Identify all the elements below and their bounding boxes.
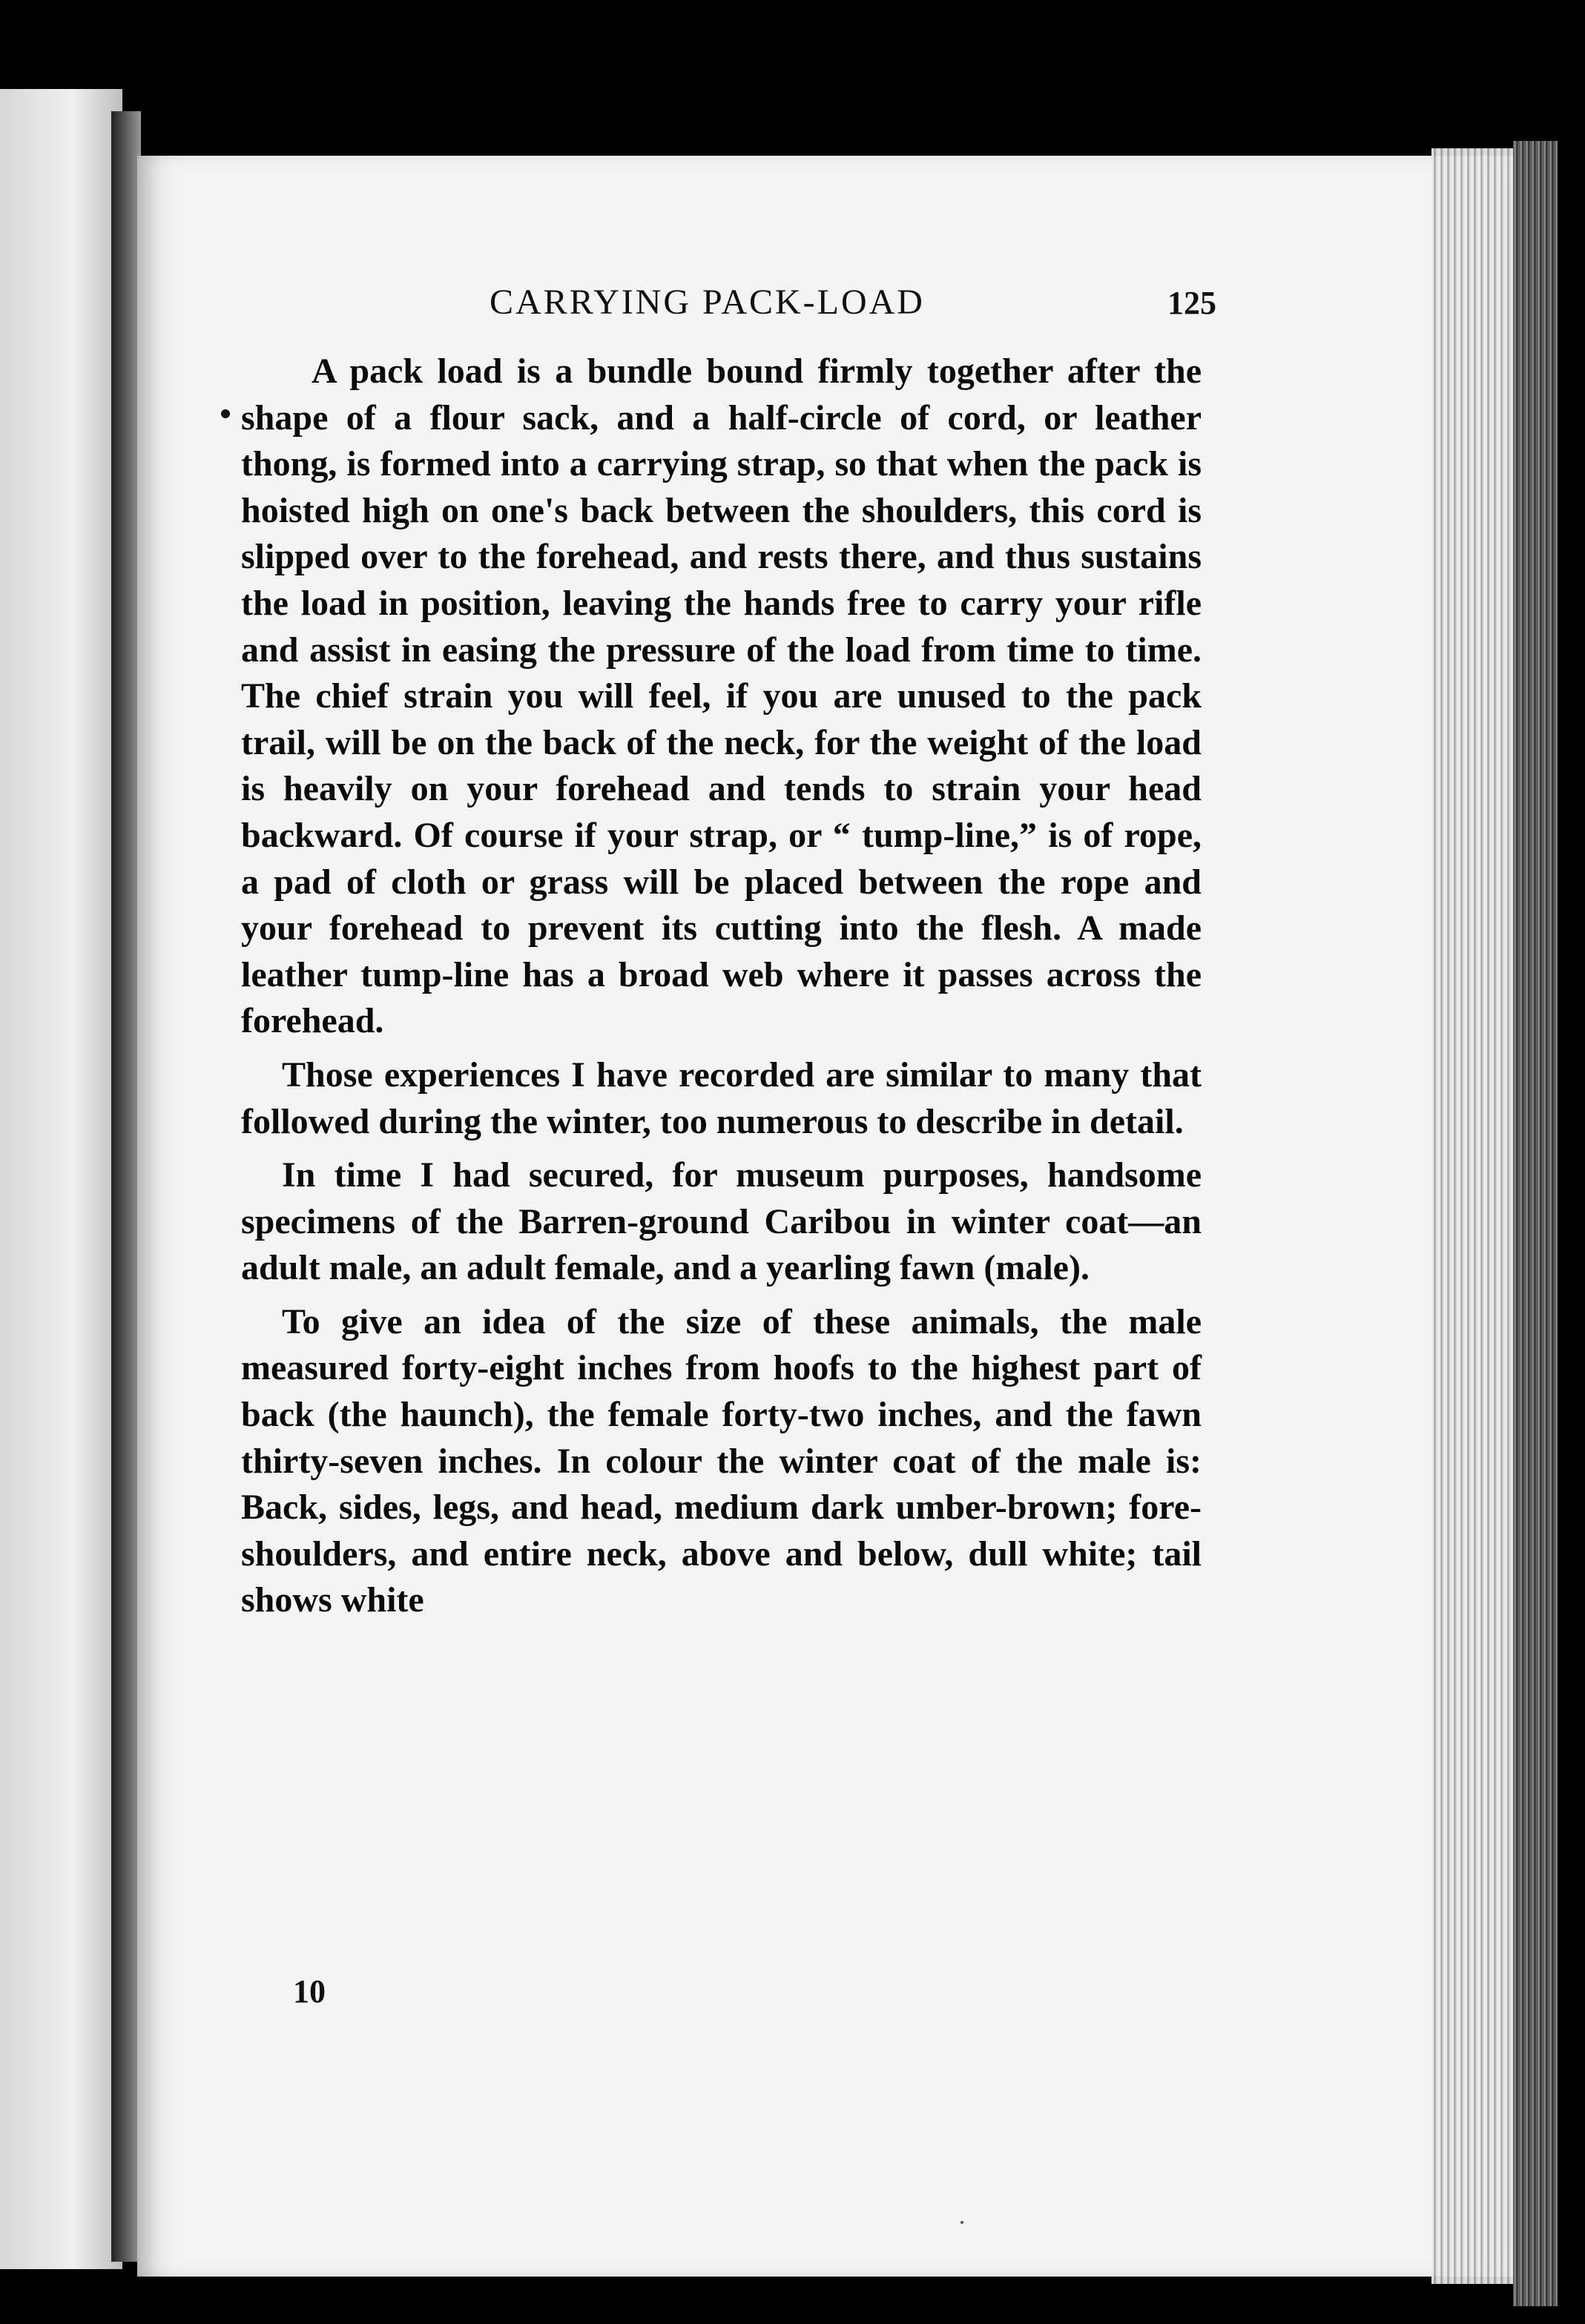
paragraph: Those experiences I have recorded are similar to many that followed during the winter, too numerous to describe in detail. xyxy=(241,1054,1202,1141)
page-number: 125 xyxy=(1167,285,1216,321)
page-header xyxy=(237,282,1216,323)
margin-mark xyxy=(221,409,230,418)
paragraph: To give an idea of the size of these animals, the male measured forty-eight inches from hoofs to the highest part of back (the haunch), the female forty-two inches, and the fawn thirty-seven inches. In colour the winter coat of the male is: Back, sides, legs, and head, medium dark umber-brown; fore-shoulders, and entire neck, above and below, dull white; tail shows white xyxy=(241,1301,1202,1620)
body-text xyxy=(241,349,1202,1631)
running-head: CARRYING PACK-LOAD xyxy=(490,283,925,322)
paragraph: A pack load is a bundle bound firmly together after the shape of a flour sack, and a half-circle of cord, or leather thong, is formed into a carrying strap, so that when the pack is hoisted high on one's back between the shoulders, this cord is slipped over to the forehead, and rests there, and thus sustains the load in position, leaving the hands free to carry your rifle and assist in easing the pressure of the load from time to time. The chief strain you will feel, if you are unused to the pack trail, will be on the back of the neck, for the weight of the load is heavily on your forehead and tends to strain your head backward. Of course if your strap, or “ tump-line,” is of rope, a pad of cloth or grass will be placed between the rope and your forehead to prevent its cutting into the flesh. A made leather tump-line has a broad web where it passes across the forehead. xyxy=(241,351,1202,1041)
paragraph: In time I had secured, for museum purposes, handsome specimens of the Barren-ground Caribou in winter coat—an adult male, an adult female, and a yearling fawn (male). xyxy=(241,1155,1202,1288)
book-gutter xyxy=(111,111,141,2262)
signature-mark: 10 xyxy=(293,1973,326,2010)
page-stack-shadow xyxy=(1513,141,1558,2306)
left-page-edge xyxy=(0,89,122,2269)
page-speck xyxy=(960,2221,963,2224)
